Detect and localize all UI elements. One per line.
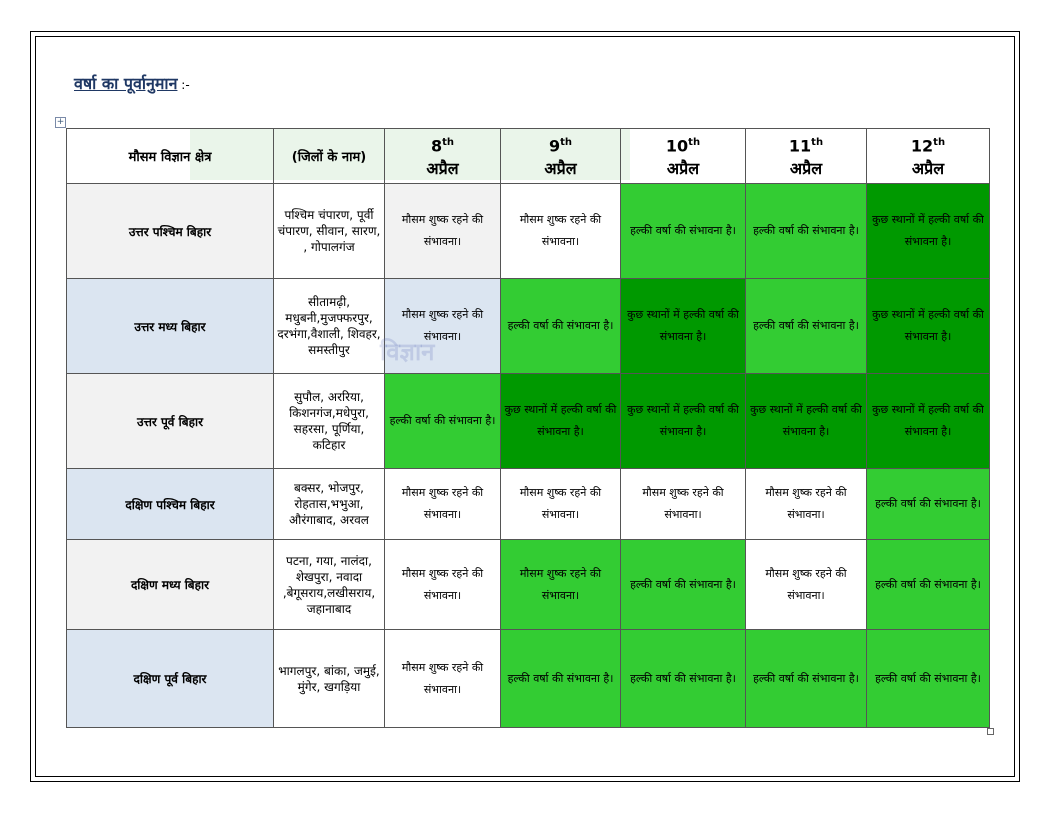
forecast-cell: मौसम शुष्क रहने की संभावना।	[385, 279, 501, 374]
forecast-cell: हल्की वर्षा की संभावना है।	[867, 540, 990, 630]
header-day-1	[385, 129, 501, 184]
header-day-num: 8	[430, 136, 443, 156]
forecast-cell: हल्की वर्षा की संभावना है।	[867, 469, 990, 540]
header-day-num: 9	[548, 136, 561, 156]
districts-cell: पटना, गया, नालंदा, शेखपुरा, नवादा ,बेगूसराय,लखीसराय, जहानाबाद	[274, 540, 385, 630]
table-row	[67, 630, 990, 728]
forecast-cell: मौसम शुष्क रहने की संभावना।	[385, 469, 501, 540]
region-cell: दक्षिण पूर्व बिहार	[67, 630, 274, 728]
forecast-cell: मौसम शुष्क रहने की संभावना।	[501, 469, 621, 540]
header-day-sup: th	[442, 137, 455, 149]
region-cell: दक्षिण पश्चिम बिहार	[67, 469, 274, 540]
forecast-cell: कुछ स्थानों में हल्की वर्षा की संभावना है।	[746, 374, 867, 469]
forecast-table	[66, 128, 990, 728]
header-day-4	[746, 129, 867, 184]
forecast-cell: कुछ स्थानों में हल्की वर्षा की संभावना है।	[867, 374, 990, 469]
region-cell: उत्तर मध्य बिहार	[67, 279, 274, 374]
heading-title: वर्षा का पूर्वानुमान	[74, 74, 178, 93]
table-row	[67, 279, 990, 374]
forecast-cell: कुछ स्थानों में हल्की वर्षा की संभावना है।	[621, 279, 746, 374]
districts-cell: भागलपुर, बांका, जमुई, मुंगेर, खगड़िया	[274, 630, 385, 728]
forecast-cell: कुछ स्थानों में हल्की वर्षा की संभावना है।	[501, 374, 621, 469]
districts-cell: पश्चिम चंपारण, पूर्वी चंपारण, सीवान, सारण, , गोपालगंज	[274, 184, 385, 279]
header-day-month: अप्रैल	[666, 158, 700, 178]
forecast-cell: मौसम शुष्क रहने की संभावना।	[621, 469, 746, 540]
header-day-month: अप्रैल	[544, 158, 577, 178]
forecast-cell: कुछ स्थानों में हल्की वर्षा की संभावना है।	[867, 184, 990, 279]
header-day-2	[501, 129, 621, 184]
header-day-3	[621, 129, 746, 184]
header-day-5	[867, 129, 990, 184]
forecast-cell: हल्की वर्षा की संभावना है।	[501, 630, 621, 728]
header-day-num: 11	[788, 136, 812, 156]
forecast-cell: मौसम शुष्क रहने की संभावना।	[501, 184, 621, 279]
table-header-row	[67, 129, 990, 184]
header-region: मौसम विज्ञान क्षेत्र	[67, 129, 274, 184]
forecast-cell: मौसम शुष्क रहने की संभावना।	[385, 630, 501, 728]
forecast-cell: हल्की वर्षा की संभावना है।	[385, 374, 501, 469]
forecast-cell: कुछ स्थानों में हल्की वर्षा की संभावना है।	[621, 374, 746, 469]
region-cell: उत्तर पूर्व बिहार	[67, 374, 274, 469]
forecast-cell: हल्की वर्षा की संभावना है।	[746, 184, 867, 279]
forecast-cell: हल्की वर्षा की संभावना है।	[621, 630, 746, 728]
header-districts: (जिलों के नाम)	[274, 129, 385, 184]
table-row	[67, 469, 990, 540]
districts-cell: सुपौल, अररिया, किशनगंज,मधेपुरा, सहरसा, पूर्णिया, कटिहार	[274, 374, 385, 469]
table-row	[67, 374, 990, 469]
forecast-cell: मौसम शुष्क रहने की संभावना।	[385, 540, 501, 630]
page-heading	[74, 72, 190, 94]
header-day-sup: th	[933, 137, 946, 149]
forecast-cell: हल्की वर्षा की संभावना है।	[621, 540, 746, 630]
header-day-sup: th	[811, 137, 824, 149]
forecast-cell: मौसम शुष्क रहने की संभावना।	[501, 540, 621, 630]
forecast-cell: हल्की वर्षा की संभावना है।	[746, 630, 867, 728]
header-day-month: अप्रैल	[426, 158, 459, 178]
forecast-cell: हल्की वर्षा की संभावना है।	[501, 279, 621, 374]
forecast-cell: मौसम शुष्क रहने की संभावना।	[746, 469, 867, 540]
header-day-month: अप्रैल	[789, 158, 823, 178]
forecast-cell: हल्की वर्षा की संभावना है।	[621, 184, 746, 279]
header-day-sup: th	[560, 137, 573, 149]
header-day-num: 10	[665, 136, 689, 156]
header-day-num: 12	[910, 136, 934, 156]
forecast-cell: हल्की वर्षा की संभावना है।	[867, 630, 990, 728]
table-row	[67, 540, 990, 630]
table-resize-handle[interactable]	[987, 728, 994, 735]
table-row	[67, 184, 990, 279]
forecast-cell: कुछ स्थानों में हल्की वर्षा की संभावना है।	[867, 279, 990, 374]
heading-suffix: :-	[177, 78, 190, 92]
watermark-text: विज्ञान	[380, 338, 435, 366]
districts-cell: बक्सर, भोजपुर, रोहतास,भभुआ, औरंगाबाद, अरवल	[274, 469, 385, 540]
forecast-cell: मौसम शुष्क रहने की संभावना।	[746, 540, 867, 630]
table-move-handle-icon[interactable]: +	[56, 117, 65, 127]
forecast-cell: मौसम शुष्क रहने की संभावना।	[385, 184, 501, 279]
region-cell: उत्तर पश्चिम बिहार	[67, 184, 274, 279]
forecast-cell: हल्की वर्षा की संभावना है।	[746, 279, 867, 374]
region-cell: दक्षिण मध्य बिहार	[67, 540, 274, 630]
header-day-sup: th	[688, 137, 701, 149]
districts-cell: सीतामढ़ी, मधुबनी,मुजफ्फरपुर, दरभंगा,वैशाली, शिवहर, समस्तीपुर	[274, 279, 385, 374]
header-day-month: अप्रैल	[911, 158, 945, 178]
